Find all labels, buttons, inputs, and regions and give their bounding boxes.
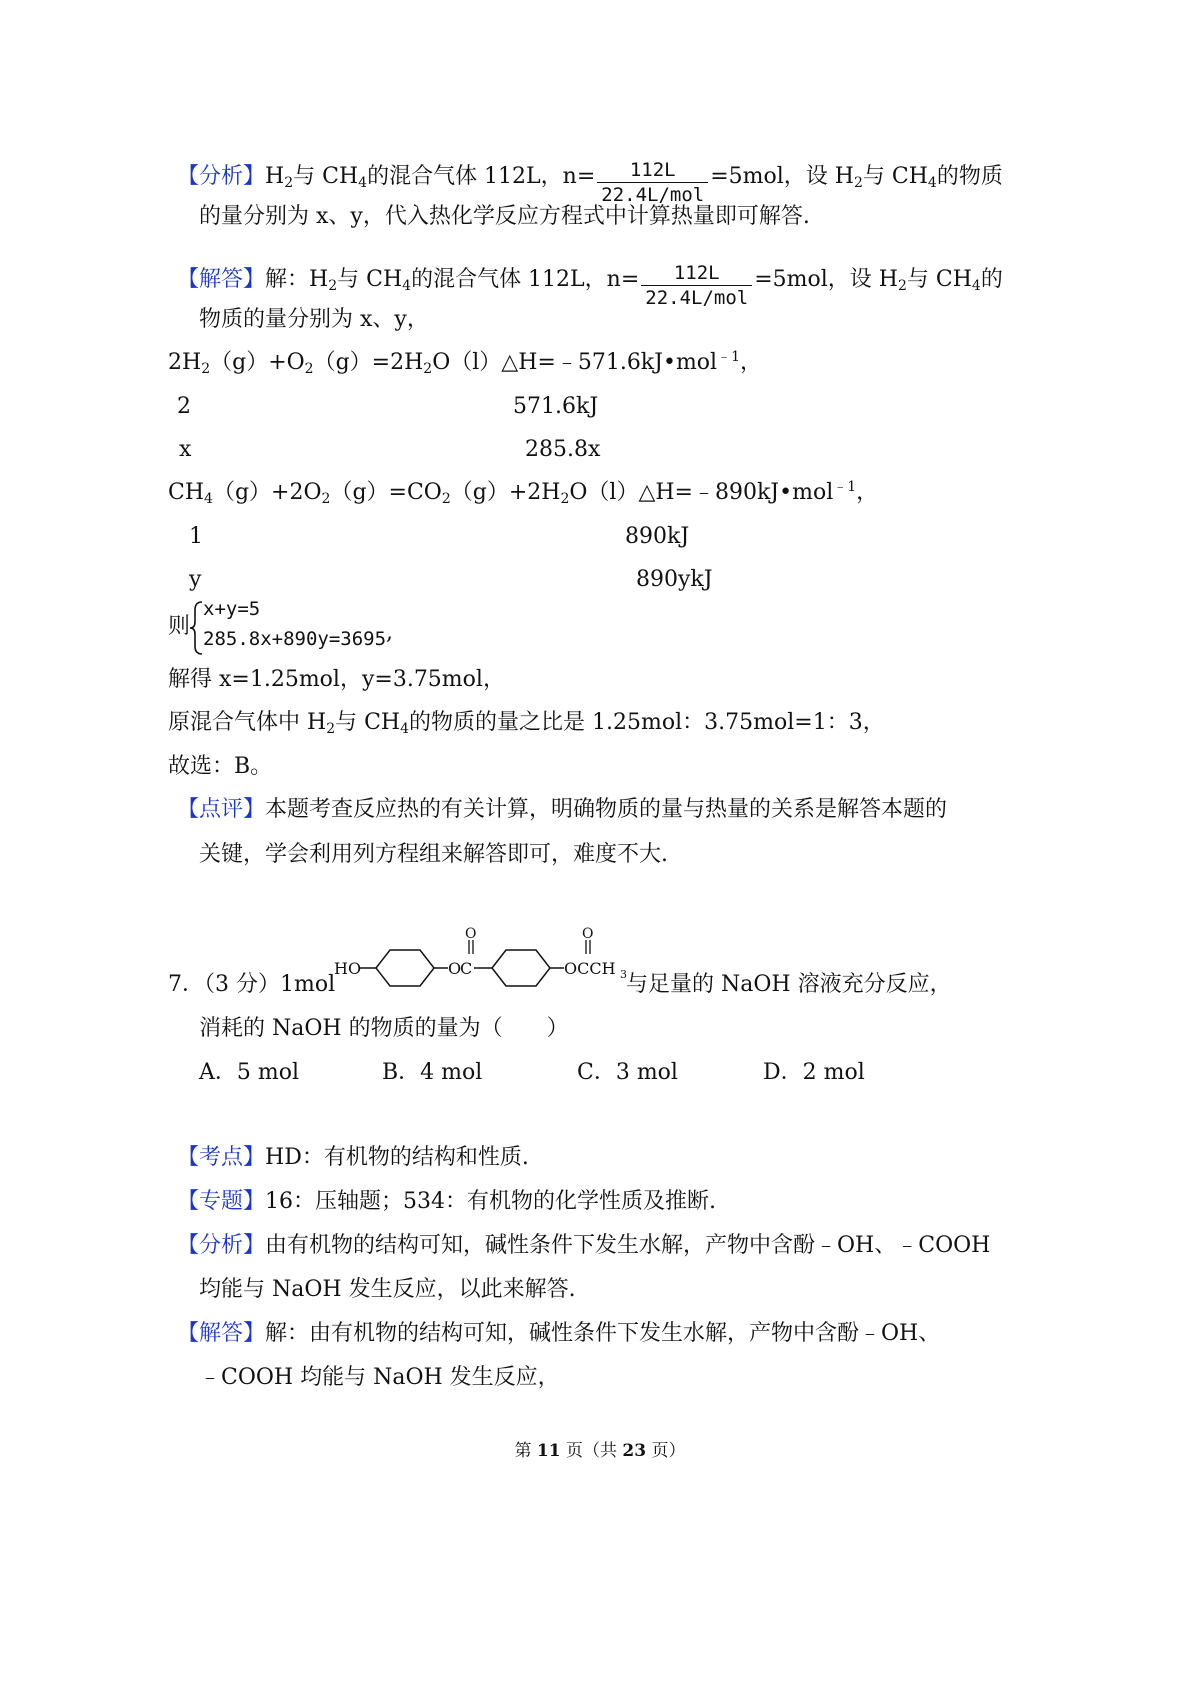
comment-line-1: 【点评】本题考查反应热的有关计算，明确物质的量与热量的关系是解答本题的 [177, 797, 948, 822]
eq2-row1-left: 1 [189, 524, 203, 549]
ratio-line: 原混合气体中 $H_2$与 $CH_4$的物质的量之比是 1.25mol：3.75mol=1：3， [168, 710, 885, 737]
solve-line: 解得 x=1.25mol，y=3.75mol， [168, 667, 505, 692]
equation-2: $CH_4(g)+2O_2(g)=CO_2(g)+2H_2O(l)\triangle H=﹣890kJ•mol^{﹣1}$， [168, 479, 879, 507]
q7-suffix: 与足量的 NaOH 溶液充分反应， [626, 972, 952, 997]
analysis-tag: 【分析】 [177, 164, 266, 189]
analysis2-tag: 【分析】 [177, 1233, 266, 1258]
answer-line-2: 物质的量分别为 x、y， [199, 307, 429, 332]
kaodian-tag: 【考点】 [177, 1145, 266, 1170]
answer2-line-2: ﹣COOH 均能与 NaOH 发生反应， [199, 1365, 560, 1390]
system-ze: 则 [168, 614, 191, 639]
system-comma: , [386, 620, 393, 645]
eq2-row2-right: 890ykJ [636, 567, 713, 592]
option-c[interactable]: C．3 mol [577, 1060, 678, 1085]
eq1-row1-left: 2 [177, 394, 191, 419]
molar-fraction: $\frac{112L}{\text{22.4L/mol}}$ [597, 158, 708, 207]
analysis2-line-2: 均能与 NaOH 发生反应，以此来解答. [199, 1277, 576, 1302]
molar-fraction-2: $\frac{112L}{\text{22.4L/mol}}$ [641, 261, 752, 310]
svg-text:C: C [460, 959, 473, 978]
eq2-row1-right: 890kJ [625, 524, 690, 549]
eq1-row2-left: x [179, 437, 192, 462]
ester-structure [334, 924, 626, 994]
page-footer: 第 11 页（共 23 页） [514, 1441, 686, 1461]
q7-prefix: 7．（3 分）1mol [168, 972, 336, 997]
zhuanti-tag: 【专题】 [177, 1189, 266, 1214]
page-number: 11 [536, 1441, 561, 1461]
equation-1: $2H_2(g)+O_2(g)=2H_2O(l)\triangle H=﹣571.6kJ•mol^{﹣1}$， [168, 349, 763, 377]
analysis2-line-1: 【分析】由有机物的结构可知，碱性条件下发生水解，产物中含酚﹣OH、﹣COOH [177, 1233, 991, 1258]
comment-tag: 【点评】 [177, 797, 266, 822]
answer-line-1: 【解答】解：$H_2$与 $CH_4$的混合气体 112L，n= $\frac{112L}{\text{22.4L/mol}}$ =5mol，设 $H_2$与 $CH_4$的 [177, 262, 1003, 309]
page-total: 23 [622, 1441, 647, 1461]
svg-text:O: O [465, 926, 477, 942]
answer-tag: 【解答】 [177, 267, 266, 292]
eq2-row2-left: y [189, 567, 202, 592]
svg-text:OCCH: OCCH [564, 959, 616, 978]
zhuanti-line: 【专题】16：压轴题；534：有机物的化学性质及推断. [177, 1189, 716, 1214]
system-brace [188, 600, 204, 656]
svg-text:3: 3 [620, 968, 627, 981]
answer2-tag: 【解答】 [177, 1321, 266, 1346]
eq1-row1-right: 571.6kJ [513, 394, 599, 419]
svg-text:HO: HO [334, 959, 362, 978]
choose-line: 故选：B。 [168, 754, 273, 779]
option-b[interactable]: B．4 mol [382, 1060, 483, 1085]
svg-text:O: O [448, 959, 462, 978]
answer2-line-1: 【解答】解：由有机物的结构可知，碱性条件下发生水解，产物中含酚﹣OH、 [177, 1321, 941, 1346]
option-d[interactable]: D．2 mol [763, 1060, 865, 1085]
system-eq-2: 285.8x+890y=3695 [203, 628, 387, 650]
svg-text:O: O [582, 926, 594, 942]
eq1-row2-right: 285.8x [525, 437, 601, 462]
comment-line-2: 关键，学会利用列方程组来解答即可，难度不大. [199, 842, 668, 867]
analysis-line-2: 的量分别为 x、y，代入热化学反应方程式中计算热量即可解答. [199, 204, 810, 229]
kaodian-line: 【考点】HD：有机物的结构和性质. [177, 1145, 529, 1170]
system-eq-1: x+y=5 [203, 598, 261, 620]
option-a[interactable]: A．5 mol [199, 1060, 300, 1085]
q7-line-2: 消耗的 NaOH 的物质的量为（ ） [199, 1016, 569, 1041]
analysis-line-1: 【分析】$H_2$与 $CH_4$的混合气体 112L，n= $\frac{112L}{\text{22.4L/mol}}$ =5mol，设 $H_2$与 $CH_4$的物质 [177, 159, 1003, 206]
